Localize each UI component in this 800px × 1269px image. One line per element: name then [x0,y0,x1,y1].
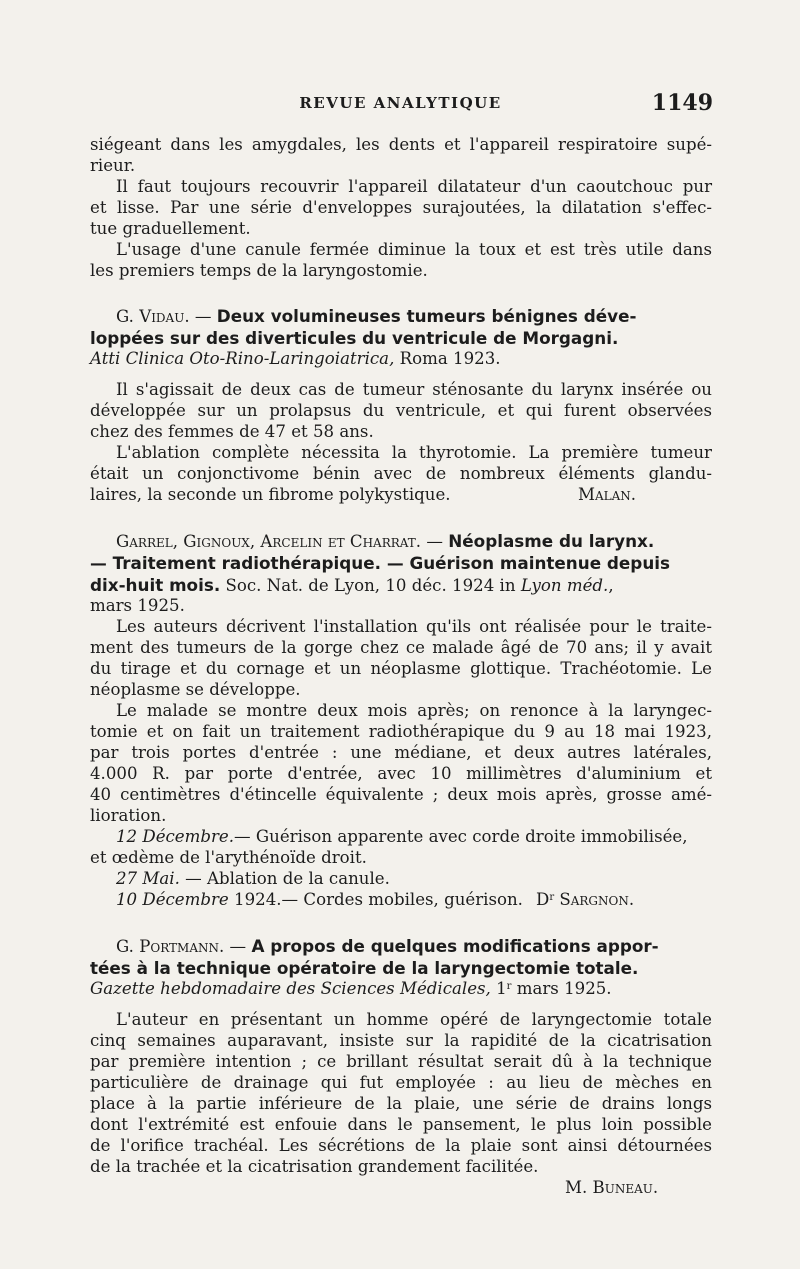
text-line: 4.000 R. par porte d'entrée, avec 10 millimètres d'aluminium et [90,764,712,783]
article-heading [116,531,712,552]
text-line: et lisse. Par une série d'enveloppes surajoutées, la dilatation s'effec- [90,198,712,217]
article-reference [90,979,712,999]
journal-name: Gazette hebdomadaire des Sciences Médicales, [90,979,491,998]
signature-title-sup: r [549,892,555,903]
reference-date-sup: r [506,981,512,992]
signature-name: Sargnon. [554,890,635,909]
signature: Malan. [578,485,637,504]
running-title: REVUE ANALYTIQUE [299,94,502,112]
article-author: G. Vidau. [116,307,190,326]
article-heading [116,306,712,327]
text-line: développée sur un prolapsus du ventricule, et qui furent observées [90,401,712,420]
reference-date: mars 1925. [90,596,185,615]
text-line: néoplasme se développe. [90,680,301,699]
text-line: de la trachée et la cicatrisation grandement facilitée. [90,1157,539,1176]
article-title: Deux volumineuses tumeurs bénignes déve- [216,306,637,326]
text-line: Il faut toujours recouvrir l'appareil dilatateur d'un caoutchouc pur [116,177,712,196]
text-line: Les auteurs décrivent l'installation qu'ils ont réalisée pour le traite- [116,617,712,636]
dash: — [189,307,217,326]
article-author: G. Portmann. [116,937,225,956]
entry-date: 12 Décembre. [116,827,235,846]
entry-text: 1924.— Cordes mobiles, guérison. [228,890,523,909]
page-number: 1149 [651,90,713,116]
reference-text: Soc. Nat. de Lyon, 10 déc. 1924 in [220,576,521,595]
text-line: 40 centimètres d'étincelle équivalente ; deux mois après, grosse amé- [90,785,712,804]
signature [565,1178,712,1198]
article-title-cont: — Traitement radiothérapique. — Guérison maintenue depuis [90,553,671,573]
article-title-cont: dix-huit mois. [90,575,221,595]
comma: , [608,576,614,595]
text-line: L'ablation complète nécessita la thyrotomie. La première tumeur [116,443,712,462]
signature-title: D [536,890,550,909]
text-line [90,485,712,505]
journal-name: Atti Clinica Oto-Rino-Laringoiatrica, [90,349,395,368]
chronology-entry [116,869,712,889]
article-title: A propos de quelques modifications appor- [251,936,659,956]
text-line: particulière de drainage qui fut employée : au lieu de mèches en [90,1073,712,1092]
entry-date: 27 Mai. [116,869,180,888]
reference-date-rest: mars 1925. [511,979,612,998]
text-line: cinq semaines auparavant, insiste sur la rapidité de la cicatrisation [90,1031,712,1050]
text-line: Le malade se montre deux mois après; on renonce à la laryngec- [116,701,712,720]
text-line: Il s'agissait de deux cas de tumeur sténosante du larynx insérée ou [116,380,712,399]
text-line: de l'orifice trachéal. Les sécrétions de la plaie sont ainsi détournées [90,1136,712,1155]
signature [536,890,634,910]
text-line: par première intention ; ce brillant résultat serait dû à la technique [90,1052,712,1071]
signature-name: M. Buneau. [565,1178,659,1197]
article-heading [116,936,712,957]
text-line: dont l'extrémité est enfouie dans le pansement, le plus loin possible [90,1115,712,1134]
text-line: les premiers temps de la laryngostomie. [90,261,428,280]
page-header [88,90,713,120]
text-line: et œdème de l'arythénoïde droit. [90,848,367,867]
text-line: du tirage et du cornage et un néoplasme glottique. Trachéotomie. Le [90,659,712,678]
chronology-entry [116,827,712,847]
article-reference [90,349,712,369]
article-authors: Garrel, Gignoux, Arcelin et Charrat. [116,532,422,551]
text-line: L'usage d'une canule fermée diminue la toux et est très utile dans [116,240,712,259]
reference-place: Roma 1923. [394,349,501,368]
text-line: par trois portes d'entrée : une médiane, et deux autres latérales, [90,743,712,762]
dash: — [224,937,252,956]
article-heading-cont [90,958,712,979]
text-span: laires, la seconde un fibrome polykystique. [90,485,451,504]
entry-text: — Guérison apparente avec corde droite immobilisée, [234,827,688,846]
text-line: tomie et on fait un traitement radiothérapique du 9 au 18 mai 1923, [90,722,712,741]
article-title-cont: tées à la technique opératoire de la laryngectomie totale. [90,958,639,978]
article-heading-cont [90,575,712,596]
article-title: Néoplasme du larynx. [448,531,655,551]
text-line: siégeant dans les amygdales, les dents et l'appareil respiratoire supé- [90,135,712,154]
article-heading-cont [90,553,712,574]
text-line: tue graduellement. [90,219,251,238]
article-title-cont: loppées sur des diverticules du ventricule de Morgagni. [90,328,619,348]
text-line: place à la partie inférieure de la plaie, une série de drains longs [90,1094,712,1113]
text-line: chez des femmes de 47 et 58 ans. [90,422,374,441]
article-heading-cont [90,328,712,349]
entry-text: — Ablation de la canule. [179,869,390,888]
text-line: lioration. [90,806,167,825]
text-line: L'auteur en présentant un homme opéré de laryngectomie totale [116,1010,712,1029]
text-line: ment des tumeurs de la gorge chez ce malade âgé de 70 ans; il y avait [90,638,712,657]
journal-name: Lyon méd. [520,576,609,595]
reference-date-num: 1 [490,979,507,998]
text-line: rieur. [90,156,136,175]
dash: — [421,532,449,551]
text-line: était un conjonctivome bénin avec de nombreux éléments glandu- [90,464,712,483]
chronology-entry [116,890,712,910]
entry-date: 10 Décembre [116,890,229,909]
